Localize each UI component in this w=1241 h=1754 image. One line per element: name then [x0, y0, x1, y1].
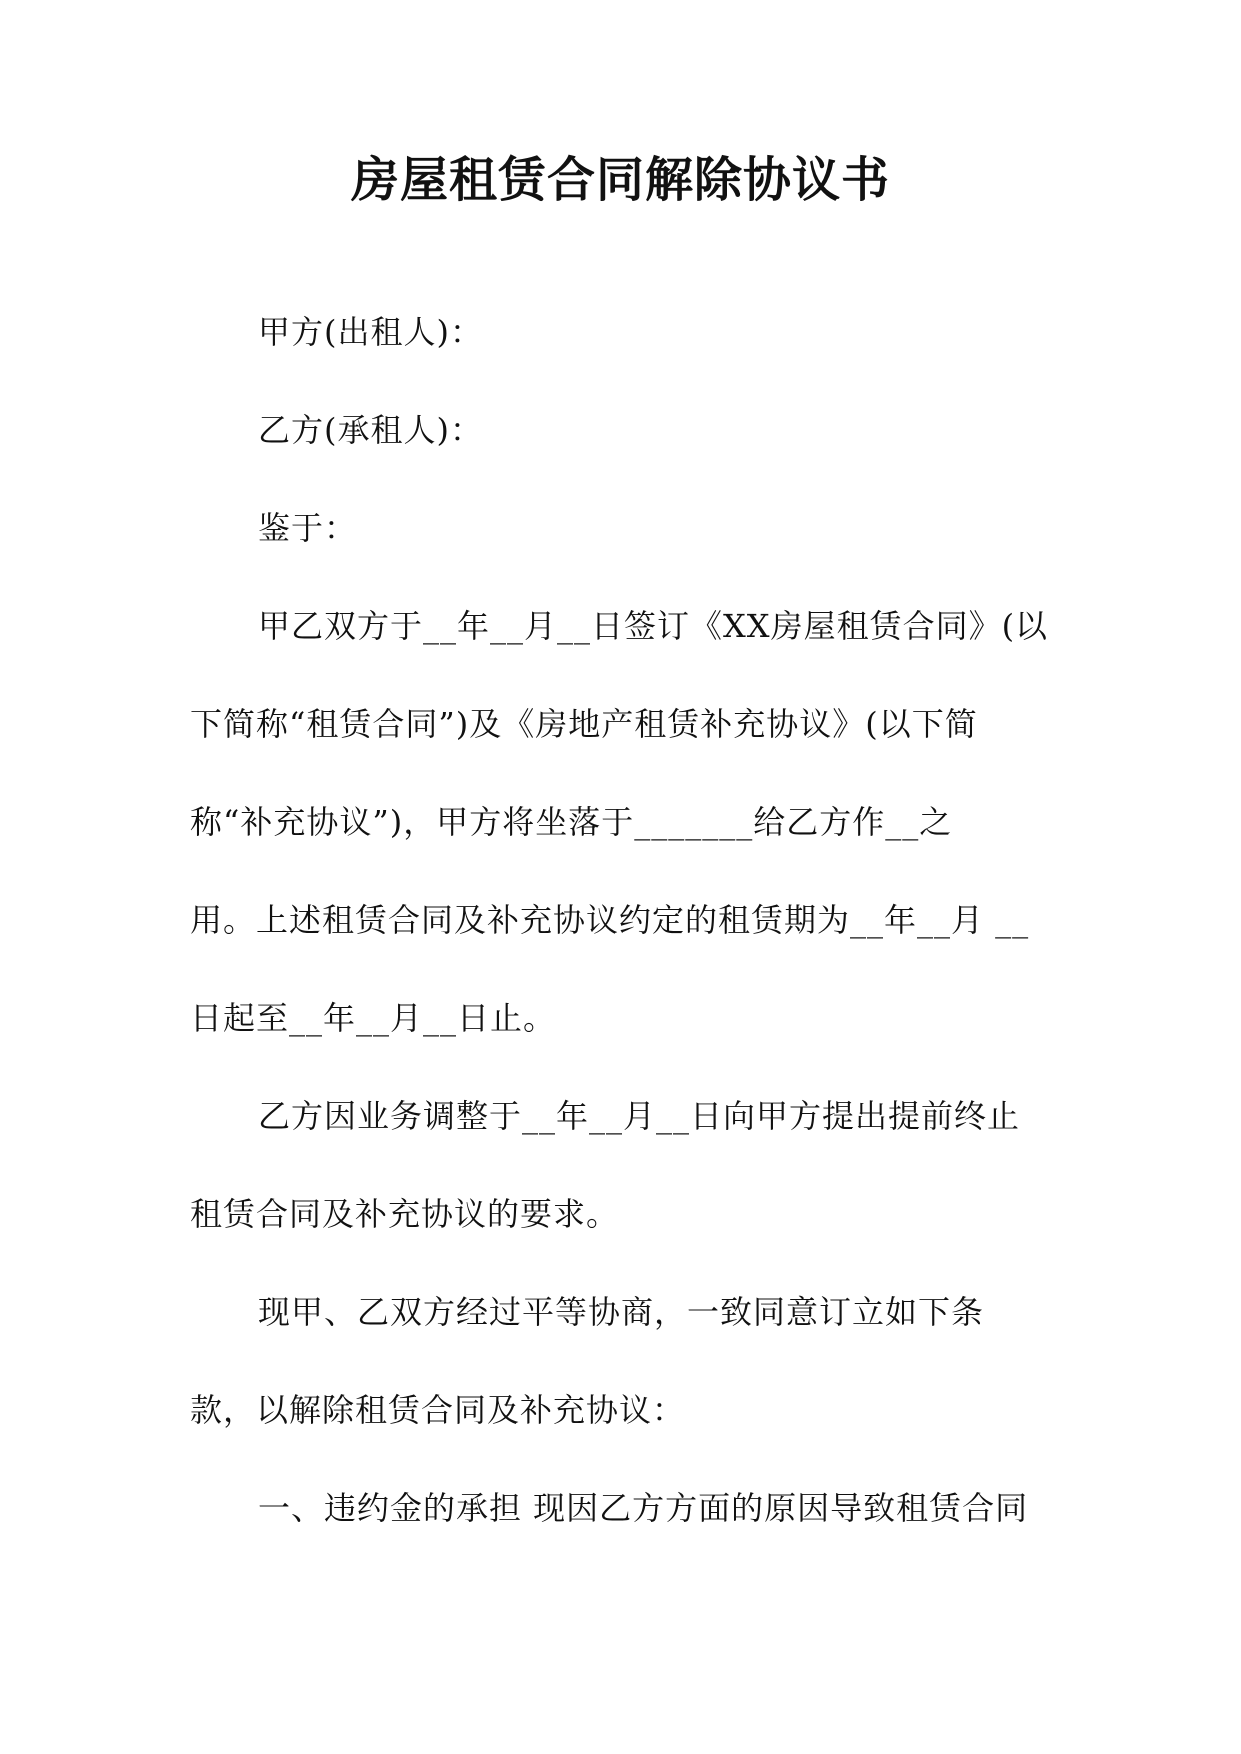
paragraph-line: 下简称“租赁合同”)及《房地产租赁补充协议》(以下简: [190, 705, 978, 743]
paragraph-line: 现甲、乙双方经过平等协商，一致同意订立如下条: [258, 1293, 985, 1331]
paragraph-line: 称“补充协议”)，甲方将坐落于_______给乙方作__之: [190, 803, 953, 841]
party-a-line: 甲方(出租人)：: [258, 313, 483, 351]
party-b-line: 乙方(承租人)：: [258, 411, 483, 449]
paragraph-line: 租赁合同及补充协议的要求。: [190, 1195, 620, 1233]
clause-one-line: 一、违约金的承担 现因乙方方面的原因导致租赁合同: [258, 1489, 1029, 1527]
paragraph-line: 乙方因业务调整于__年__月__日向甲方提出提前终止: [258, 1097, 1021, 1135]
whereas-line: 鉴于：: [258, 509, 358, 547]
paragraph-line: 甲乙双方于__年__月__日签订《XX房屋租赁合同》(以: [258, 607, 1049, 645]
paragraph-line: 款，以解除租赁合同及补充协议：: [190, 1391, 686, 1429]
paragraph-line: 用。上述租赁合同及补充协议约定的租赁期为__年__月 __: [190, 901, 1030, 939]
paragraph-line: 日起至__年__月__日止。: [190, 999, 557, 1037]
document-title: 房屋租赁合同解除协议书: [350, 152, 890, 208]
